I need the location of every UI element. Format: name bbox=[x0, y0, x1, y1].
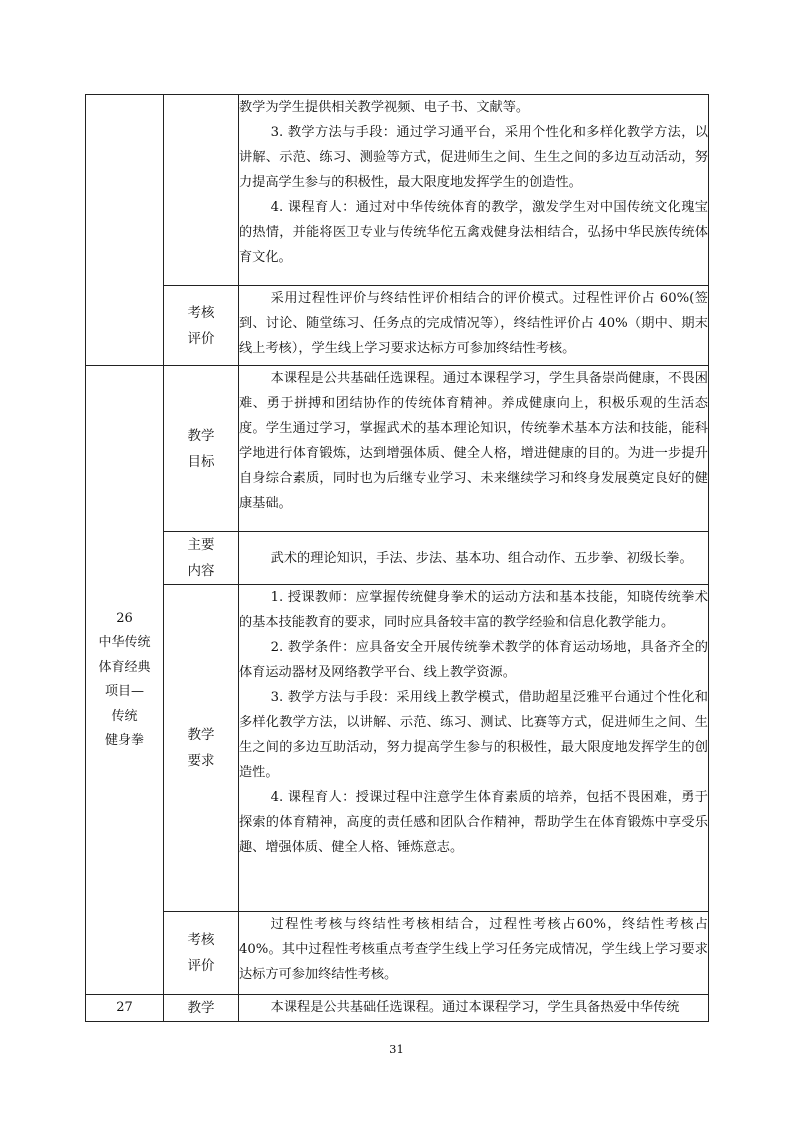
course-title-line: 健身拳 bbox=[104, 733, 144, 748]
table-row bbox=[86, 532, 709, 585]
assessment-label bbox=[164, 286, 239, 366]
assessment-cell bbox=[239, 912, 709, 995]
table-row bbox=[86, 366, 709, 532]
paragraph: 1. 授课教师：应掌握传统健身拳术的运动方法和基本技能，知晓传统拳术的基本技能教育的要求，同时应具备较丰富的教学经验和信息化教学能力。 bbox=[239, 590, 708, 630]
label-line: 教学 bbox=[187, 427, 215, 444]
table-row bbox=[86, 95, 709, 286]
paragraph: 本课程是公共基础任选课程。通过本课程学习，学生具备热爱中华传统 bbox=[270, 1000, 680, 1015]
objectives-label bbox=[164, 366, 239, 532]
course-title-line: 项目— bbox=[104, 684, 144, 699]
label-line: 主要 bbox=[187, 537, 215, 553]
label-line: 目标 bbox=[187, 453, 215, 470]
section-label-cell bbox=[164, 95, 239, 286]
curriculum-table bbox=[85, 94, 709, 1022]
content-cell bbox=[239, 532, 709, 585]
objectives-label: 教学 bbox=[164, 995, 239, 1022]
table-row bbox=[86, 995, 709, 1022]
label-line: 考核 bbox=[187, 932, 215, 948]
teaching-methods-cell bbox=[239, 95, 709, 286]
label-line: 评价 bbox=[187, 958, 215, 974]
course-26-cell bbox=[86, 366, 164, 995]
paragraph: 过程性考核与终结性考核相结合，过程性考核占60%，终结性考核占 40%。其中过程性考核重点考查学生线上学习任务完成情况，学生线上学习要求达标方可参加终结性考核。 bbox=[239, 917, 708, 982]
course-title-line: 中华传统 bbox=[98, 635, 151, 650]
paragraph: 3. 教学方法与手段：采用线上教学模式，借助超星泛雅平台通过个性化和多样化教学方法，以讲解、示范、练习、测试、比赛等方式，促进师生之间、生生之间的多边互助活动，努力提高学生参与的积极性，最大限度地发挥学生的创造性。 bbox=[239, 690, 708, 780]
page-number: 31 bbox=[389, 1042, 404, 1056]
course-number-cell bbox=[86, 95, 164, 366]
paragraph: 4. 课程育人：通过对中华传统体育的教学，激发学生对中国传统文化瑰宝的热情，并能将医卫专业与传统华佗五禽戏健身法相结合，弘扬中华民族传统体育文化。 bbox=[239, 200, 708, 265]
requirements-label bbox=[164, 585, 239, 912]
course-number: 26 bbox=[116, 610, 133, 626]
objectives-cell bbox=[239, 995, 709, 1022]
objectives-cell bbox=[239, 366, 709, 532]
course-number: 27 bbox=[86, 995, 164, 1022]
paragraph: 2. 教学条件：应具备安全开展传统拳术教学的体育运动场地，具备齐全的体育运动器材及网络教学平台、线上教学资源。 bbox=[239, 640, 708, 680]
paragraph: 3. 教学方法与手段：通过学习通平台，采用个性化和多样化教学方法，以讲解、示范、练习、测验等方式，促进师生之间、生生之间的多边互动活动，努力提高学生参与的积极性，最大限度地发挥学生的创造性。 bbox=[239, 125, 708, 190]
paragraph: 采用过程性评价与终结性评价相结合的评价模式。过程性评价占 60%(签到、讨论、随堂练习、任务点的完成情况等），终结性评价占 40%（期中、期末线上考核），学生线上学习要求达标方可参加终结性考核。 bbox=[239, 291, 708, 356]
label-line: 评价 bbox=[187, 330, 215, 347]
table-row bbox=[86, 286, 709, 366]
label-line: 教学 bbox=[187, 727, 215, 743]
paragraph: 教学为学生提供相关教学视频、电子书、文献等。 bbox=[239, 100, 530, 115]
table-row bbox=[86, 585, 709, 912]
label-line: 内容 bbox=[187, 563, 215, 579]
table-row bbox=[86, 912, 709, 995]
content-label bbox=[164, 532, 239, 585]
label-line: 考核 bbox=[187, 304, 215, 321]
paragraph: 本课程是公共基础任选课程。通过本课程学习，学生具备崇尚健康，不畏困难、勇于拼搏和团结协作的传统体育精神。养成健康向上，积极乐观的生活态度。学生通过学习，掌握武术的基本理论知识，传统拳术基本方法和技能，能科学地进行体育锻炼，达到增强体质、健全人格，增进健康的目的。为进一步提升自身综合素质，同时也为后继专业学习、未来继续学习和终身发展奠定良好的健康基础。 bbox=[239, 371, 708, 511]
assessment-label bbox=[164, 912, 239, 995]
assessment-cell bbox=[239, 286, 709, 366]
course-title-line: 体育经典 bbox=[98, 659, 151, 675]
requirements-cell bbox=[239, 585, 709, 912]
label-line: 要求 bbox=[187, 753, 215, 769]
paragraph: 武术的理论知识，手法、步法、基本功、组合动作、五步拳、初级长拳。 bbox=[270, 550, 693, 566]
course-title-line: 传统 bbox=[111, 708, 138, 724]
paragraph: 4. 课程育人：授课过程中注意学生体育素质的培养，包括不畏困难，勇于探索的体育精神，高度的责任感和团队合作精神，帮助学生在体育锻炼中享受乐趣、增强体质、健全人格、锤炼意志。 bbox=[239, 790, 708, 855]
